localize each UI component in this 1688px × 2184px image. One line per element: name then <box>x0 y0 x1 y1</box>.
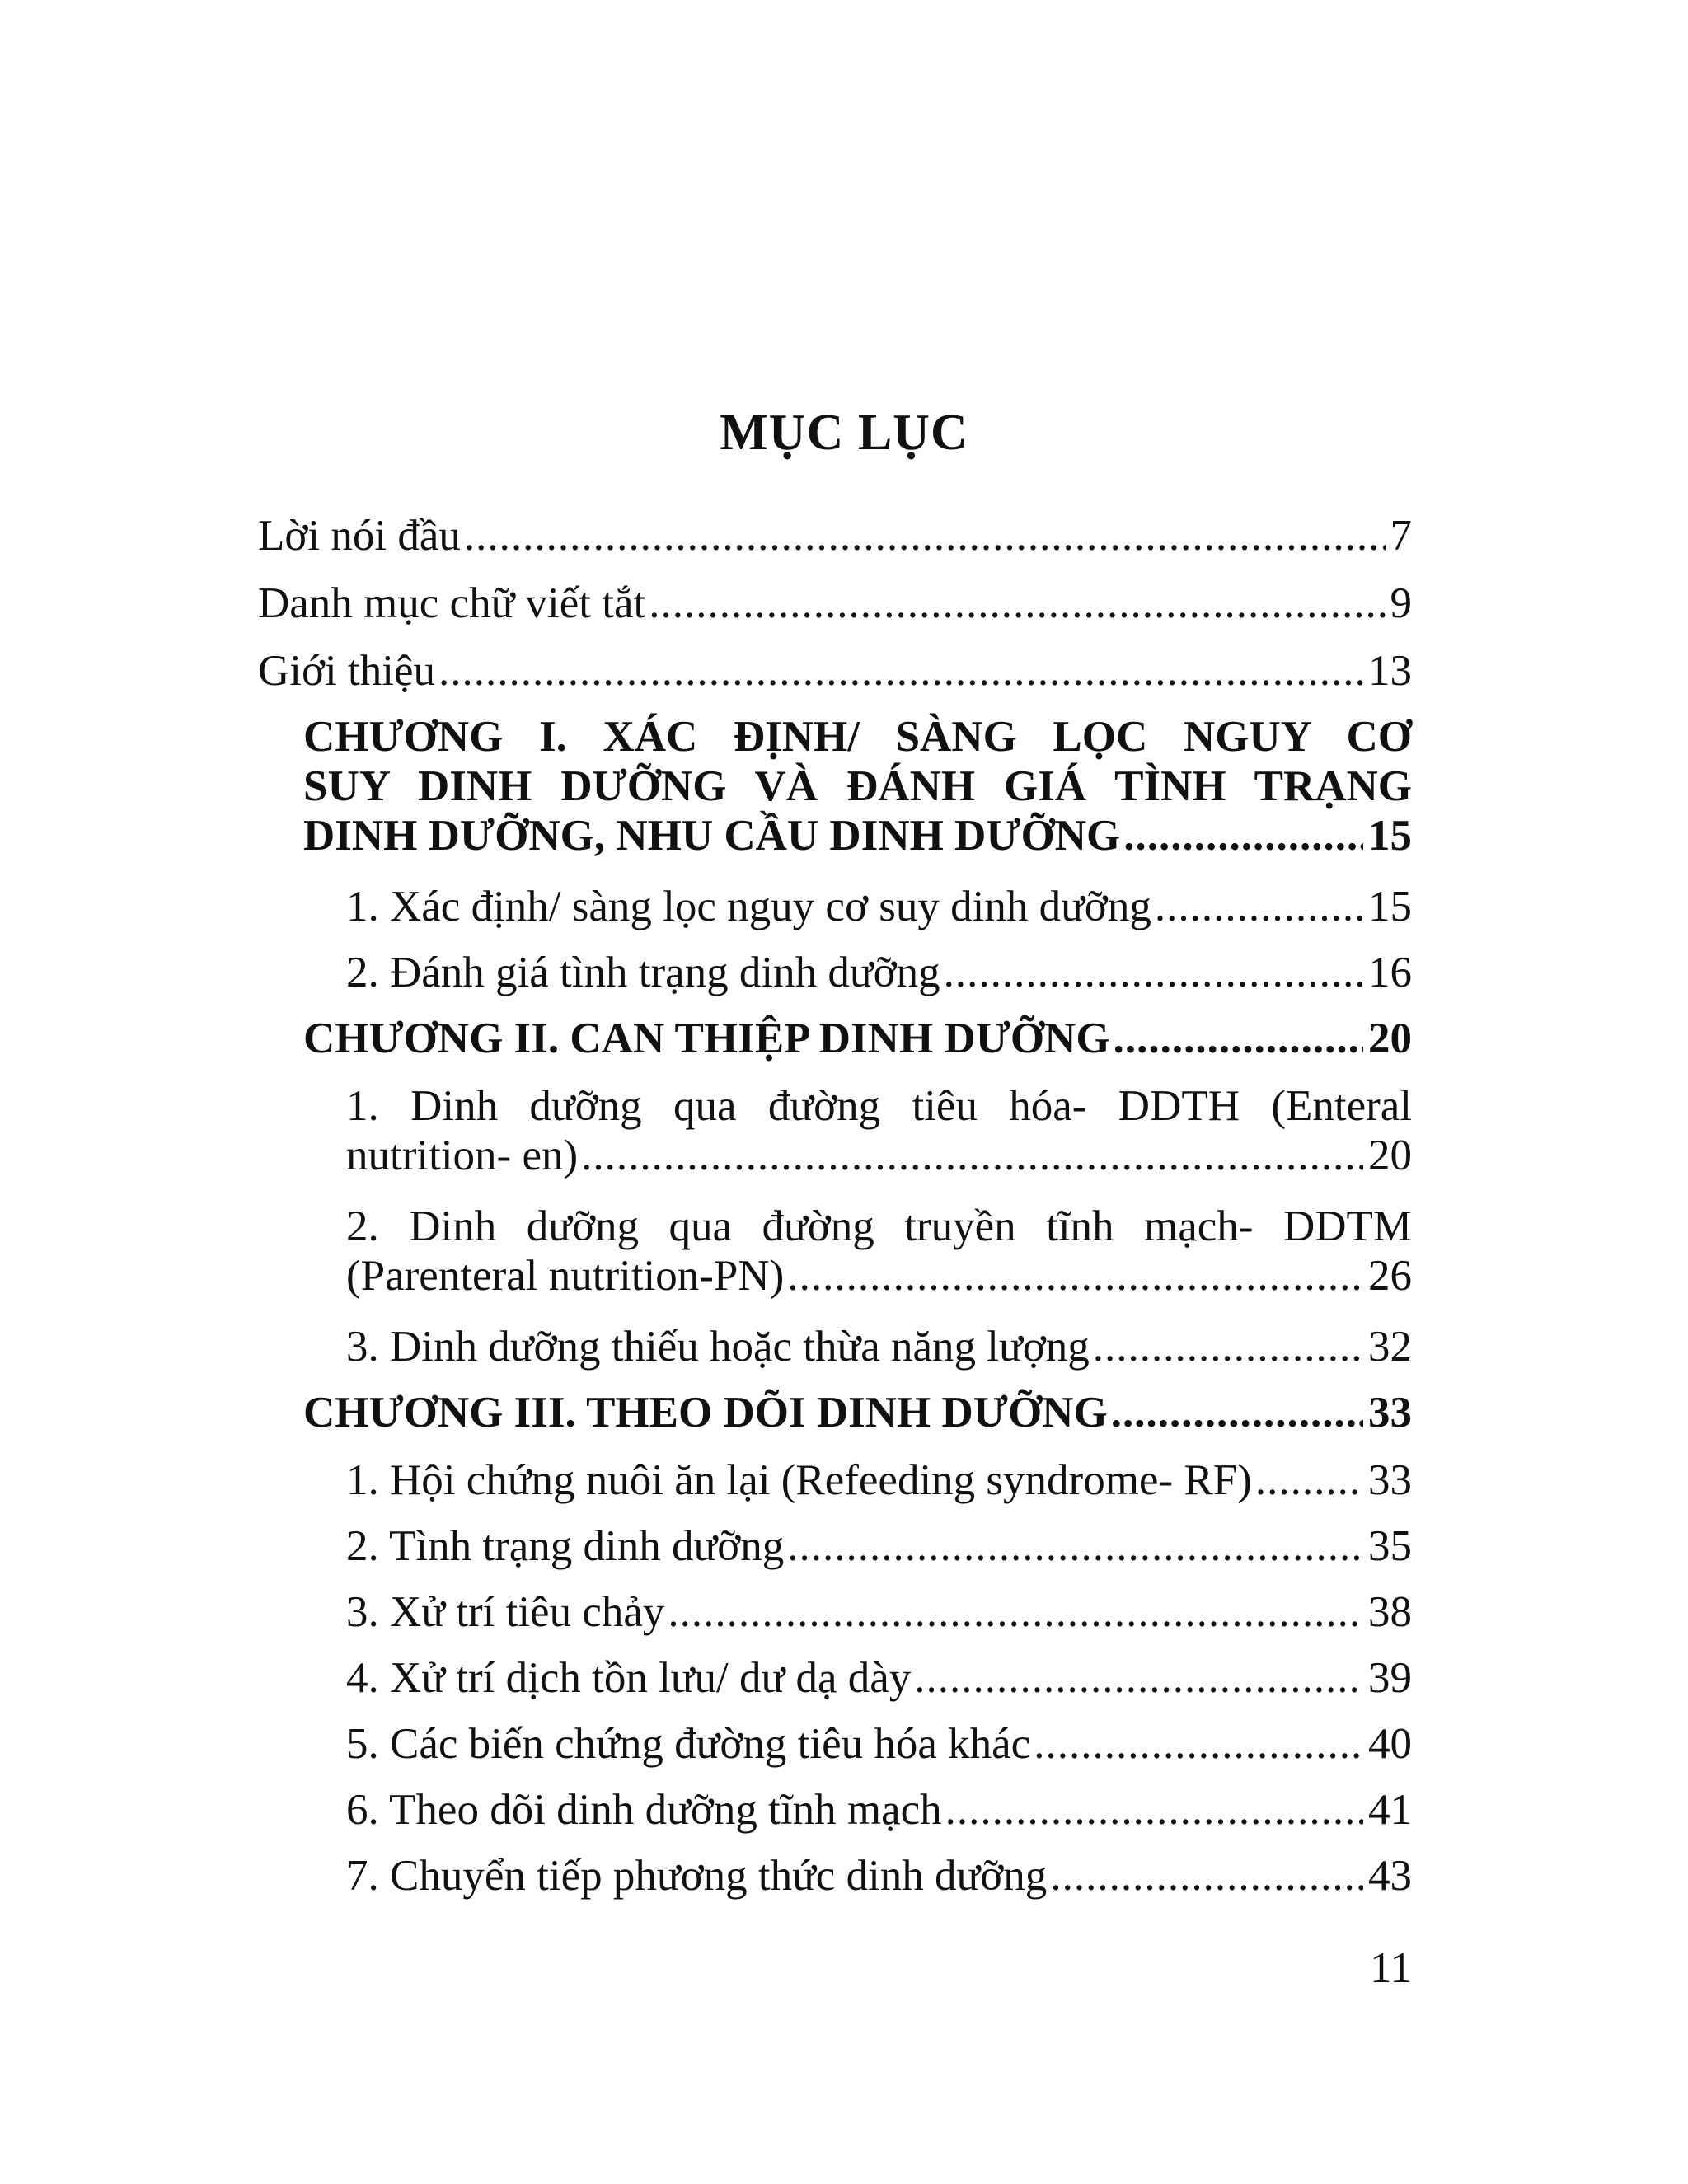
toc-section-3-3 <box>346 1587 1412 1637</box>
dot-leader <box>787 1251 1363 1301</box>
toc-entry-label: 6. Theo dõi dinh dưỡng tĩnh mạch <box>346 1786 942 1834</box>
toc-entry-page: 40 <box>1368 1720 1412 1768</box>
toc-entry-label: 7. Chuyển tiếp phương thức dinh dưỡng <box>346 1852 1048 1900</box>
toc-entry-page: 16 <box>1368 949 1412 996</box>
toc-entry-label: DINH DƯỠNG, NHU CẦU DINH DƯỠNG <box>303 812 1121 860</box>
dot-leader <box>914 1653 1363 1703</box>
toc-chapter-2 <box>303 1014 1412 1063</box>
toc-entry-label: 3. Dinh dưỡng thiếu hoặc thừa năng lượng <box>346 1323 1090 1371</box>
toc-entry-label: 5. Các biến chứng đường tiêu hóa khác <box>346 1720 1031 1768</box>
toc-entry-label: 4. Xử trí dịch tồn lưu/ dư dạ dày <box>346 1654 912 1702</box>
toc-section-2-1 <box>346 1081 1412 1180</box>
toc-entry-preface <box>258 511 1412 560</box>
toc-entry-label: Giới thiệu <box>258 647 435 695</box>
toc-entry-page: 43 <box>1368 1852 1412 1900</box>
dot-leader <box>581 1131 1363 1180</box>
toc-entry-label: Lời nói đầu <box>258 512 461 560</box>
dot-leader <box>787 1521 1363 1571</box>
toc-entry-label: 2. Đánh giá tình trạng dinh dưỡng <box>346 949 940 996</box>
toc-entry-page: 20 <box>1368 1132 1412 1179</box>
dot-leader <box>1034 1719 1363 1769</box>
dot-leader <box>1114 1014 1363 1063</box>
page-number: 11 <box>1369 1944 1412 1992</box>
toc-section-3-1 <box>346 1455 1412 1505</box>
toc-entry-label: CHƯƠNG III. THEO DÕI DINH DƯỠNG <box>303 1389 1108 1436</box>
toc-entry-label: (Parenteral nutrition-PN) <box>346 1252 785 1300</box>
toc-section-2-2 <box>346 1202 1412 1301</box>
toc-entry-page: 39 <box>1368 1654 1412 1702</box>
dot-leader <box>668 1587 1363 1637</box>
dot-leader <box>1050 1851 1363 1900</box>
dot-leader <box>1155 882 1363 931</box>
toc-entry-label: CHƯƠNG I. XÁC ĐỊNH/ SÀNG LỌC NGUY CƠ <box>303 713 1412 761</box>
toc-section-3-2 <box>346 1521 1412 1571</box>
toc-section-1-2 <box>346 948 1412 997</box>
toc-entry-label: CHƯƠNG II. CAN THIỆP DINH DƯỠNG <box>303 1015 1110 1062</box>
toc-chapter-3 <box>303 1388 1412 1437</box>
toc-entry-page: 41 <box>1368 1786 1412 1834</box>
toc-section-3-4 <box>346 1653 1412 1703</box>
dot-leader <box>1123 811 1363 860</box>
toc-entry-page: 32 <box>1368 1323 1412 1371</box>
toc-section-3-7 <box>346 1851 1412 1900</box>
toc-entry-label: 3. Xử trí tiêu chảy <box>346 1588 665 1636</box>
toc-entry-page: 15 <box>1368 812 1412 860</box>
toc-entry-label: nutrition- en) <box>346 1132 579 1179</box>
toc-section-1-1 <box>346 882 1412 931</box>
toc-entry-abbreviations <box>258 579 1412 628</box>
toc-entry-label: 1. Xác định/ sàng lọc nguy cơ suy dinh dưỡng <box>346 883 1151 930</box>
toc-entry-page: 26 <box>1368 1252 1412 1300</box>
page-title: MỤC LỤC <box>720 405 968 461</box>
toc-entry-page: 33 <box>1368 1456 1412 1504</box>
dot-leader <box>1093 1322 1363 1371</box>
toc-chapter-1 <box>303 712 1412 860</box>
dot-leader <box>464 511 1386 560</box>
toc-entry-page: 38 <box>1368 1588 1412 1636</box>
toc-entry-page: 20 <box>1368 1015 1412 1062</box>
toc-entry-page: 35 <box>1368 1522 1412 1570</box>
toc-entry-page: 13 <box>1368 647 1412 695</box>
dot-leader <box>438 646 1363 696</box>
toc-entry-page: 15 <box>1368 883 1412 930</box>
dot-leader <box>944 948 1363 997</box>
toc-entry-page: 9 <box>1390 579 1412 627</box>
dot-leader <box>1255 1455 1363 1505</box>
toc-entry-page: 7 <box>1390 512 1412 560</box>
toc-entry-label: 2. Dinh dưỡng qua đường truyền tĩnh mạch- DDTM <box>346 1202 1412 1250</box>
toc-entry-introduction <box>258 646 1412 696</box>
toc-section-3-5 <box>346 1719 1412 1769</box>
toc-entry-label: 1. Dinh dưỡng qua đường tiêu hóa- DDTH (Enteral <box>346 1082 1412 1130</box>
toc-section-3-6 <box>346 1785 1412 1835</box>
dot-leader <box>945 1785 1363 1835</box>
dot-leader <box>649 579 1385 628</box>
toc-entry-label: 1. Hội chứng nuôi ăn lại (Refeeding syndrome- RF) <box>346 1456 1252 1504</box>
dot-leader <box>1111 1388 1363 1437</box>
toc-entry-label: 2. Tình trạng dinh dưỡng <box>346 1522 785 1570</box>
toc-section-2-3 <box>346 1322 1412 1371</box>
toc-entry-label: SUY DINH DƯỠNG VÀ ĐÁNH GIÁ TÌNH TRẠNG <box>303 762 1412 810</box>
toc-entry-page: 33 <box>1368 1389 1412 1436</box>
toc-entry-label: Danh mục chữ viết tắt <box>258 579 646 627</box>
